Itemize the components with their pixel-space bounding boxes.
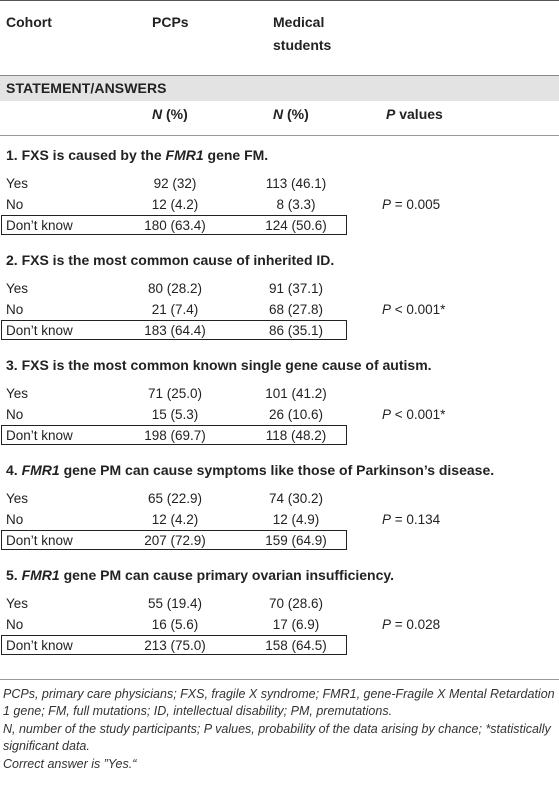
p-result: = 0.005 xyxy=(391,197,441,212)
footnote-definitions: N, number of the study participants; P values, probability of the data arising by chance; *statistically significant data. xyxy=(3,722,551,753)
student-count: 159 (64.9) xyxy=(265,533,327,548)
subheader-n-students xyxy=(273,106,309,122)
pcp-count: 92 (32) xyxy=(153,176,197,191)
answer-label: Yes xyxy=(6,386,29,401)
p-result: = 0.028 xyxy=(391,617,441,632)
dont-know-highlight-box xyxy=(1,320,347,340)
pcp-count: 207 (72.9) xyxy=(144,533,206,548)
student-count: 113 (46.1) xyxy=(265,176,327,191)
answer-label: Yes xyxy=(6,491,29,506)
student-count: 12 (4.9) xyxy=(272,512,320,527)
answer-label: No xyxy=(6,302,24,317)
student-count: 17 (6.9) xyxy=(272,617,320,632)
answer-label: No xyxy=(6,512,24,527)
subheader-n-pcps-n: N xyxy=(152,106,163,122)
section-title: STATEMENT/ANSWERS xyxy=(6,80,167,96)
subheader-n-pcps-pct: (%) xyxy=(162,106,188,122)
footnote-correct-answer: Correct answer is ”Yes.“ xyxy=(3,757,137,771)
subheader-p-suffix: values xyxy=(395,106,443,122)
gene-name: FMR1 xyxy=(21,462,60,478)
col-header-students-line1: Medical xyxy=(273,14,325,30)
pcp-count: 180 (63.4) xyxy=(144,218,206,233)
p-letter: P xyxy=(382,407,392,422)
pcp-count: 16 (5.6) xyxy=(151,617,199,632)
student-count: 118 (48.2) xyxy=(265,428,327,443)
gene-name: FMR1 xyxy=(21,567,60,583)
question-title xyxy=(6,567,394,583)
pcp-count: 65 (22.9) xyxy=(147,491,203,506)
answer-label: Don’t know xyxy=(6,428,73,443)
question-text: 5. xyxy=(6,567,22,583)
dont-know-highlight-box xyxy=(1,425,347,445)
question-text: gene FM. xyxy=(203,147,269,163)
col-header-cohort: Cohort xyxy=(6,14,52,30)
student-count: 91 (37.1) xyxy=(268,281,324,296)
student-count: 68 (27.8) xyxy=(268,302,324,317)
p-result: < 0.001* xyxy=(391,302,446,317)
student-count: 86 (35.1) xyxy=(268,323,324,338)
subheader-rule xyxy=(0,135,559,136)
answer-label: No xyxy=(6,407,24,422)
answer-label: Don’t know xyxy=(6,533,73,548)
p-value xyxy=(382,407,445,422)
pcp-count: 21 (7.4) xyxy=(151,302,199,317)
answer-label: Don’t know xyxy=(6,638,73,653)
question-text: 3. FXS is the most common known single gene cause of autism. xyxy=(6,357,432,373)
pcp-count: 12 (4.2) xyxy=(151,197,199,212)
subheader-p-values xyxy=(386,106,443,122)
p-letter: P xyxy=(382,302,392,317)
subheader-p-letter: P xyxy=(386,106,396,122)
question-text: gene PM can cause primary ovarian insufficiency. xyxy=(59,567,395,583)
pcp-count: 55 (19.4) xyxy=(147,596,203,611)
pcp-count: 183 (64.4) xyxy=(144,323,206,338)
p-letter: P xyxy=(382,617,392,632)
gene-name: FMR1 xyxy=(165,147,204,163)
answer-label: Yes xyxy=(6,176,29,191)
p-letter: P xyxy=(382,512,392,527)
p-result: < 0.001* xyxy=(391,407,446,422)
dont-know-highlight-box xyxy=(1,635,347,655)
p-value xyxy=(382,302,445,317)
answer-label: Don’t know xyxy=(6,218,73,233)
table-top-rule xyxy=(0,0,559,1)
question-text: 1. FXS is caused by the xyxy=(6,147,166,163)
answer-label: No xyxy=(6,617,24,632)
subheader-n-students-pct: (%) xyxy=(283,106,309,122)
subheader-n-pcps xyxy=(152,106,188,122)
question-text: 4. xyxy=(6,462,22,478)
question-title xyxy=(6,147,268,163)
pcp-count: 198 (69.7) xyxy=(144,428,206,443)
p-result: = 0.134 xyxy=(391,512,441,527)
p-value xyxy=(382,617,440,632)
dont-know-highlight-box xyxy=(1,530,347,550)
student-count: 74 (30.2) xyxy=(268,491,324,506)
question-title xyxy=(6,357,432,373)
student-count: 158 (64.5) xyxy=(265,638,327,653)
table-bottom-rule xyxy=(0,679,559,680)
p-value xyxy=(382,197,440,212)
pcp-count: 71 (25.0) xyxy=(147,386,203,401)
student-count: 70 (28.6) xyxy=(268,596,324,611)
question-text: gene PM can cause symptoms like those of Parkinson’s disease. xyxy=(59,462,495,478)
question-title xyxy=(6,252,334,268)
col-header-pcps: PCPs xyxy=(152,14,189,30)
pcp-count: 15 (5.3) xyxy=(151,407,199,422)
subheader-n-students-n: N xyxy=(273,106,284,122)
p-letter: P xyxy=(382,197,392,212)
answer-label: Yes xyxy=(6,596,29,611)
student-count: 124 (50.6) xyxy=(265,218,327,233)
p-value xyxy=(382,512,440,527)
question-text: 2. FXS is the most common cause of inherited ID. xyxy=(6,252,335,268)
footnote-abbreviations: PCPs, primary care physicians; FXS, fragile X syndrome; FMR1, gene-Fragile X Mental Retardation 1 gene; FM, full mutations; ID, intellectual disability; PM, premutations. xyxy=(3,687,555,718)
section-rule-top xyxy=(0,75,559,76)
pcp-count: 213 (75.0) xyxy=(144,638,206,653)
answer-label: No xyxy=(6,197,24,212)
dont-know-highlight-box xyxy=(1,215,347,235)
col-header-students-line2: students xyxy=(273,37,332,53)
pcp-count: 12 (4.2) xyxy=(151,512,199,527)
question-title xyxy=(6,462,494,478)
pcp-count: 80 (28.2) xyxy=(147,281,203,296)
student-count: 8 (3.3) xyxy=(276,197,316,212)
answer-label: Yes xyxy=(6,281,29,296)
answer-label: Don’t know xyxy=(6,323,73,338)
student-count: 26 (10.6) xyxy=(268,407,324,422)
student-count: 101 (41.2) xyxy=(265,386,327,401)
